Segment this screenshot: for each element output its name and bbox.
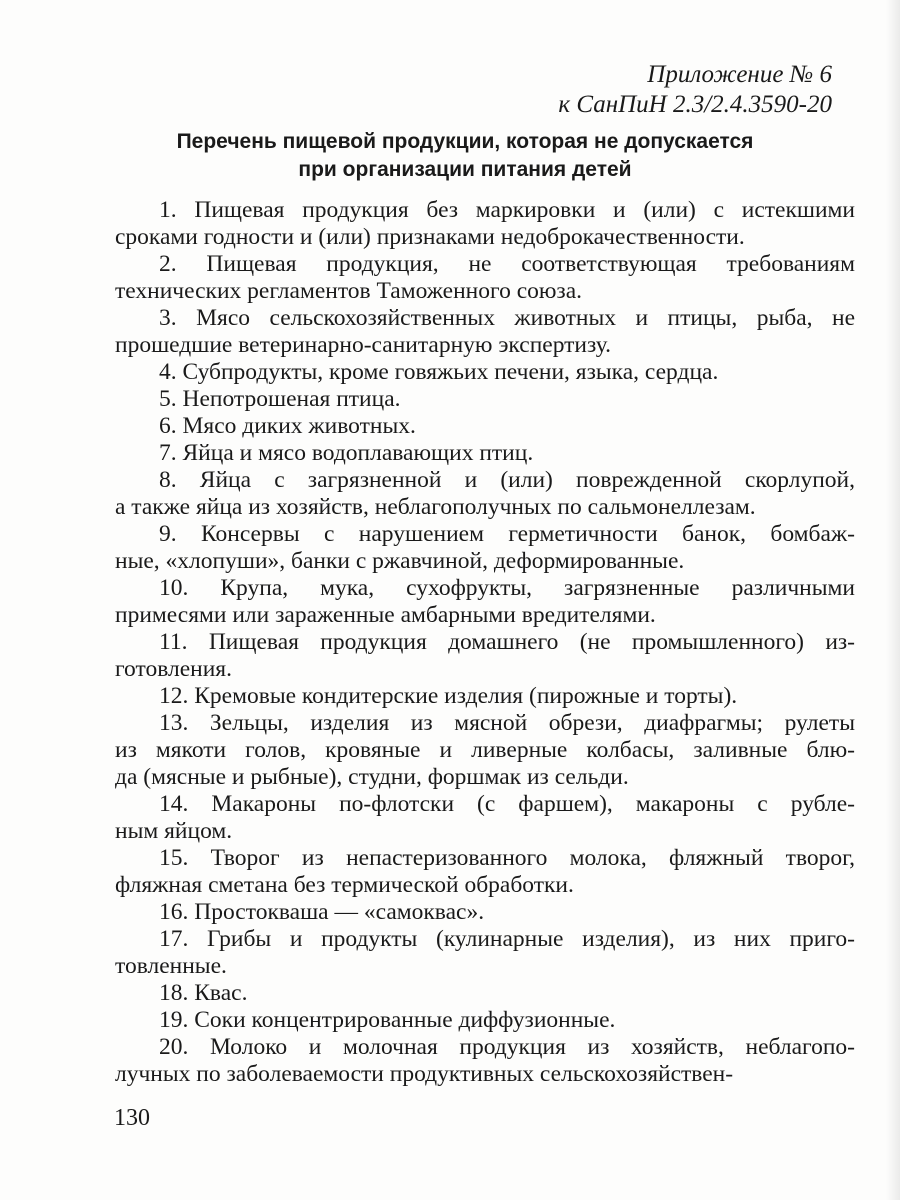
appendix-regulation: к СанПиН 2.3/2.4.3590-20 <box>558 91 832 118</box>
list-item-line: 17. Грибы и продукты (кулинарные изделия), из них приго- <box>159 926 855 952</box>
list-item <box>115 791 855 845</box>
title-line-2: при организации питания детей <box>298 158 632 181</box>
list-item <box>115 359 855 386</box>
list-item-line: фляжная сметана без термической обработки. <box>115 872 574 898</box>
list-item-line: ным яйцом. <box>115 818 233 844</box>
list-item <box>115 251 855 305</box>
list-item-line: 6. Мясо диких животных. <box>159 413 416 439</box>
title-line-1: Перечень пищевой продукции, которая не допускается <box>176 130 754 153</box>
appendix-reference <box>558 60 832 120</box>
list-item <box>115 413 855 440</box>
appendix-number: Приложение № 6 <box>647 61 832 88</box>
list-item-line: 18. Квас. <box>159 980 248 1006</box>
list-item <box>115 386 855 413</box>
list-item-line: технических регламентов Таможенного союза. <box>115 278 583 304</box>
list-item-line: 5. Непотрошеная птица. <box>159 386 401 412</box>
list-item-line: 14. Макароны по-флотски (с фаршем), макароны с рубле- <box>159 791 855 817</box>
list-item <box>115 305 855 359</box>
list-item <box>115 899 855 926</box>
list-item-line: 10. Крупа, мука, сухофрукты, загрязненные различными <box>159 575 855 601</box>
list-item <box>115 710 855 791</box>
list-item <box>115 926 855 980</box>
list-item-line: сроками годности и (или) признаками недоброкачественности. <box>115 224 745 250</box>
document-title <box>90 128 840 184</box>
list-item-line: 16. Простокваша — «самоквас». <box>159 899 485 925</box>
list-item-line: лучных по заболеваемости продуктивных сельскохозяйствен- <box>115 1061 734 1087</box>
list-item-line: 19. Соки концентрированные диффузионные. <box>159 1007 616 1033</box>
list-item <box>115 1034 855 1088</box>
list-item-line: 9. Консервы с нарушением герметичности банок, бомбаж- <box>159 521 855 547</box>
list-item <box>115 1007 855 1034</box>
list-item <box>115 683 855 710</box>
list-item-line: 11. Пищевая продукция домашнего (не промышленного) из- <box>159 629 855 655</box>
list-item-line: прошедшие ветеринарно-санитарную экспертизу. <box>115 332 612 358</box>
list-item-line: а также яйца из хозяйств, неблагополучных по сальмонеллезам. <box>115 494 756 520</box>
list-item <box>115 629 855 683</box>
list-item-line: из мякоти голов, кровяные и ливерные колбасы, заливные блю- <box>115 737 855 763</box>
list-item <box>115 575 855 629</box>
list-item-line: товленные. <box>115 953 227 979</box>
list-item <box>115 521 855 575</box>
list-item-line: 7. Яйца и мясо водоплавающих птиц. <box>159 440 534 466</box>
list-item-line: готовления. <box>115 656 232 682</box>
list-item-line: 20. Молоко и молочная продукция из хозяйств, неблагопо- <box>159 1034 855 1060</box>
list-item-line: 1. Пищевая продукция без маркировки и (или) с истекшими <box>159 197 855 223</box>
list-item-line: ные, «хлопуши», банки с ржавчиной, деформированные. <box>115 548 685 574</box>
list-item-line: 15. Творог из непастеризованного молока, фляжный творог, <box>159 845 855 871</box>
list-item <box>115 197 855 251</box>
list-item-line: 2. Пищевая продукция, не соответствующая требованиям <box>159 251 855 277</box>
list-item <box>115 980 855 1007</box>
list-item-line: 4. Субпродукты, кроме говяжьих печени, языка, сердца. <box>159 359 719 385</box>
prohibited-products-list <box>115 197 855 1088</box>
list-item-line: 13. Зельцы, изделия из мясной обрези, диафрагмы; рулеты <box>159 710 855 736</box>
list-item <box>115 845 855 899</box>
list-item-line: примесями или зараженные амбарными вредителями. <box>115 602 656 628</box>
page-gutter-shadow <box>886 0 900 1200</box>
list-item-line: да (мясные и рыбные), студни, форшмак из сельди. <box>115 764 629 790</box>
list-item <box>115 440 855 467</box>
page-number: 130 <box>114 1105 150 1131</box>
list-item-line: 12. Кремовые кондитерские изделия (пирожные и торты). <box>159 683 738 709</box>
list-item-line: 3. Мясо сельскохозяйственных животных и птицы, рыба, не <box>159 305 855 331</box>
list-item-line: 8. Яйца с загрязненной и (или) поврежденной скорлупой, <box>159 467 855 493</box>
list-item <box>115 467 855 521</box>
